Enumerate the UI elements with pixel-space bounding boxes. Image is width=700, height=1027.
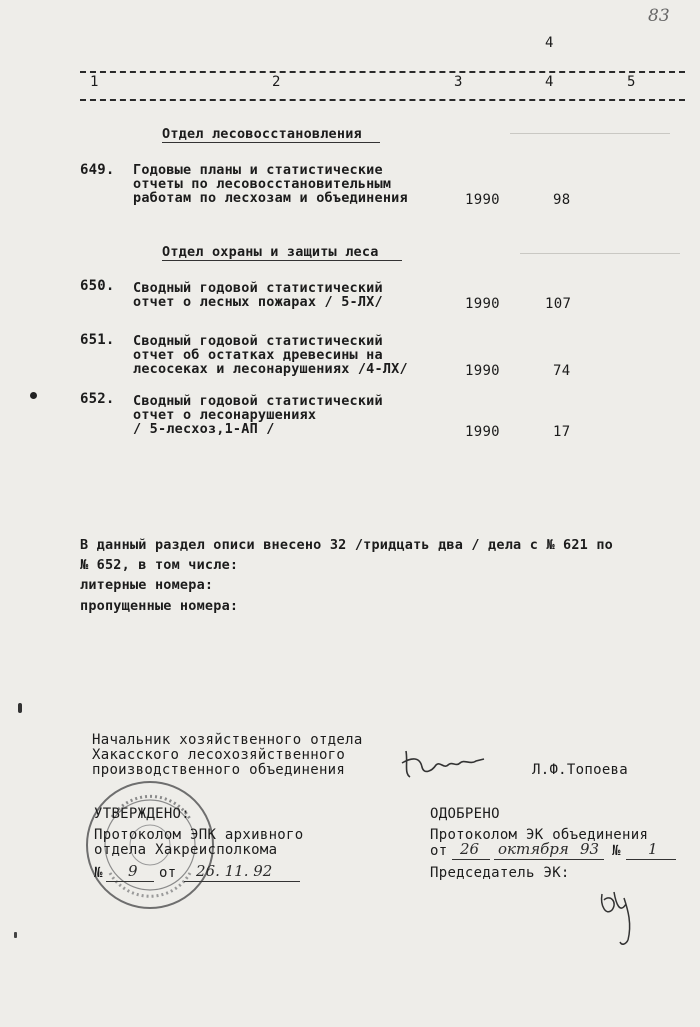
column-header-4: 4 [545, 74, 554, 90]
item-year: 1990 [465, 363, 500, 379]
sheet-number-handwritten: 83 [648, 6, 670, 26]
item-title-line: / 5-лесхоз,1-АП / [133, 421, 275, 437]
column-header-3: 3 [454, 74, 463, 90]
item-count: 98 [553, 192, 571, 208]
handwritten-signature-icon [398, 743, 490, 783]
item-number: 650. [80, 278, 115, 294]
endorsed-date-prefix: от [430, 843, 448, 859]
summary-line: пропущенные номера: [80, 598, 239, 614]
column-header-1: 1 [90, 74, 99, 90]
section-heading-underline [162, 260, 402, 261]
signatory-line: Хакасского лесохозяйственного [92, 747, 346, 763]
item-title-line: отчет об остатках древесины на [133, 347, 383, 363]
item-title-line: отчет о лесонарушениях [133, 407, 317, 423]
section-heading-reforestation: Отдел лесовосстановления [162, 126, 362, 142]
item-count: 107 [545, 296, 572, 312]
blank-line [626, 859, 676, 860]
item-title-line: Сводный годовой статистический [133, 333, 383, 349]
item-count: 74 [553, 363, 571, 379]
item-year: 1990 [465, 424, 500, 440]
endorsed-number-value: 1 [648, 840, 658, 858]
item-number: 652. [80, 391, 115, 407]
item-title-line: Сводный годовой статистический [133, 280, 383, 296]
endorsed-day: 26 [460, 840, 480, 858]
blank-line [184, 881, 300, 882]
item-number: 649. [80, 162, 115, 178]
column-4-top-number: 4 [545, 35, 554, 51]
approved-date-prefix: от [159, 865, 177, 881]
paper-speck [14, 932, 17, 938]
summary-line: В данный раздел описи внесено 32 /тридцать два / дела с № 621 по [80, 537, 613, 553]
item-year: 1990 [465, 192, 500, 208]
faint-rule [510, 133, 670, 134]
table-top-rule [80, 71, 685, 73]
item-number: 651. [80, 332, 115, 348]
column-header-2: 2 [272, 74, 281, 90]
approved-number-prefix: № [94, 865, 103, 881]
column-header-5: 5 [627, 74, 636, 90]
item-title-line: лесосеках и лесонарушениях /4-ЛХ/ [133, 361, 408, 377]
approved-line: отдела Хакреисполкома [94, 842, 278, 858]
signatory-line: производственного объединения [92, 762, 346, 778]
signatory-name: Л.Ф.Топоева [532, 762, 629, 778]
item-title-line: отчеты по лесовосстановительным [133, 176, 392, 192]
approved-number-value: 9 [128, 862, 138, 880]
paper-speck [18, 703, 22, 713]
section-heading-forest-protection: Отдел охраны и защиты леса [162, 244, 379, 260]
endorsed-title: ОДОБРЕНО [430, 806, 500, 822]
table-header-rule [80, 99, 685, 101]
blank-line [494, 859, 604, 860]
item-title-line: Годовые планы и статистические [133, 162, 383, 178]
endorsed-year: 93 [580, 840, 600, 858]
endorsed-line: Протоколом ЭК объединения [430, 827, 649, 843]
faint-rule [520, 253, 680, 254]
item-title-line: работам по лесхозам и объединения [133, 190, 408, 206]
item-year: 1990 [465, 296, 500, 312]
signatory-line: Начальник хозяйственного отдела [92, 732, 363, 748]
chair-signature-icon [592, 880, 644, 950]
blank-line [452, 859, 490, 860]
blank-line [106, 881, 154, 882]
endorsed-chair-label: Председатель ЭК: [430, 865, 570, 881]
item-title-line: Сводный годовой статистический [133, 393, 383, 409]
item-count: 17 [553, 424, 571, 440]
section-heading-underline [162, 142, 380, 143]
endorsed-month: октября [498, 840, 569, 858]
summary-line: литерные номера: [80, 577, 214, 593]
item-title-line: отчет о лесных пожарах / 5-ЛХ/ [133, 294, 383, 310]
endorsed-number-prefix: № [612, 843, 621, 859]
approved-title: УТВЕРЖДЕНО: [94, 806, 191, 822]
paper-speck [30, 392, 37, 399]
approved-date-value: 26. 11. 92 [196, 862, 273, 880]
approved-line: Протоколом ЭПК архивного [94, 827, 304, 843]
summary-line: № 652, в том числе: [80, 557, 239, 573]
